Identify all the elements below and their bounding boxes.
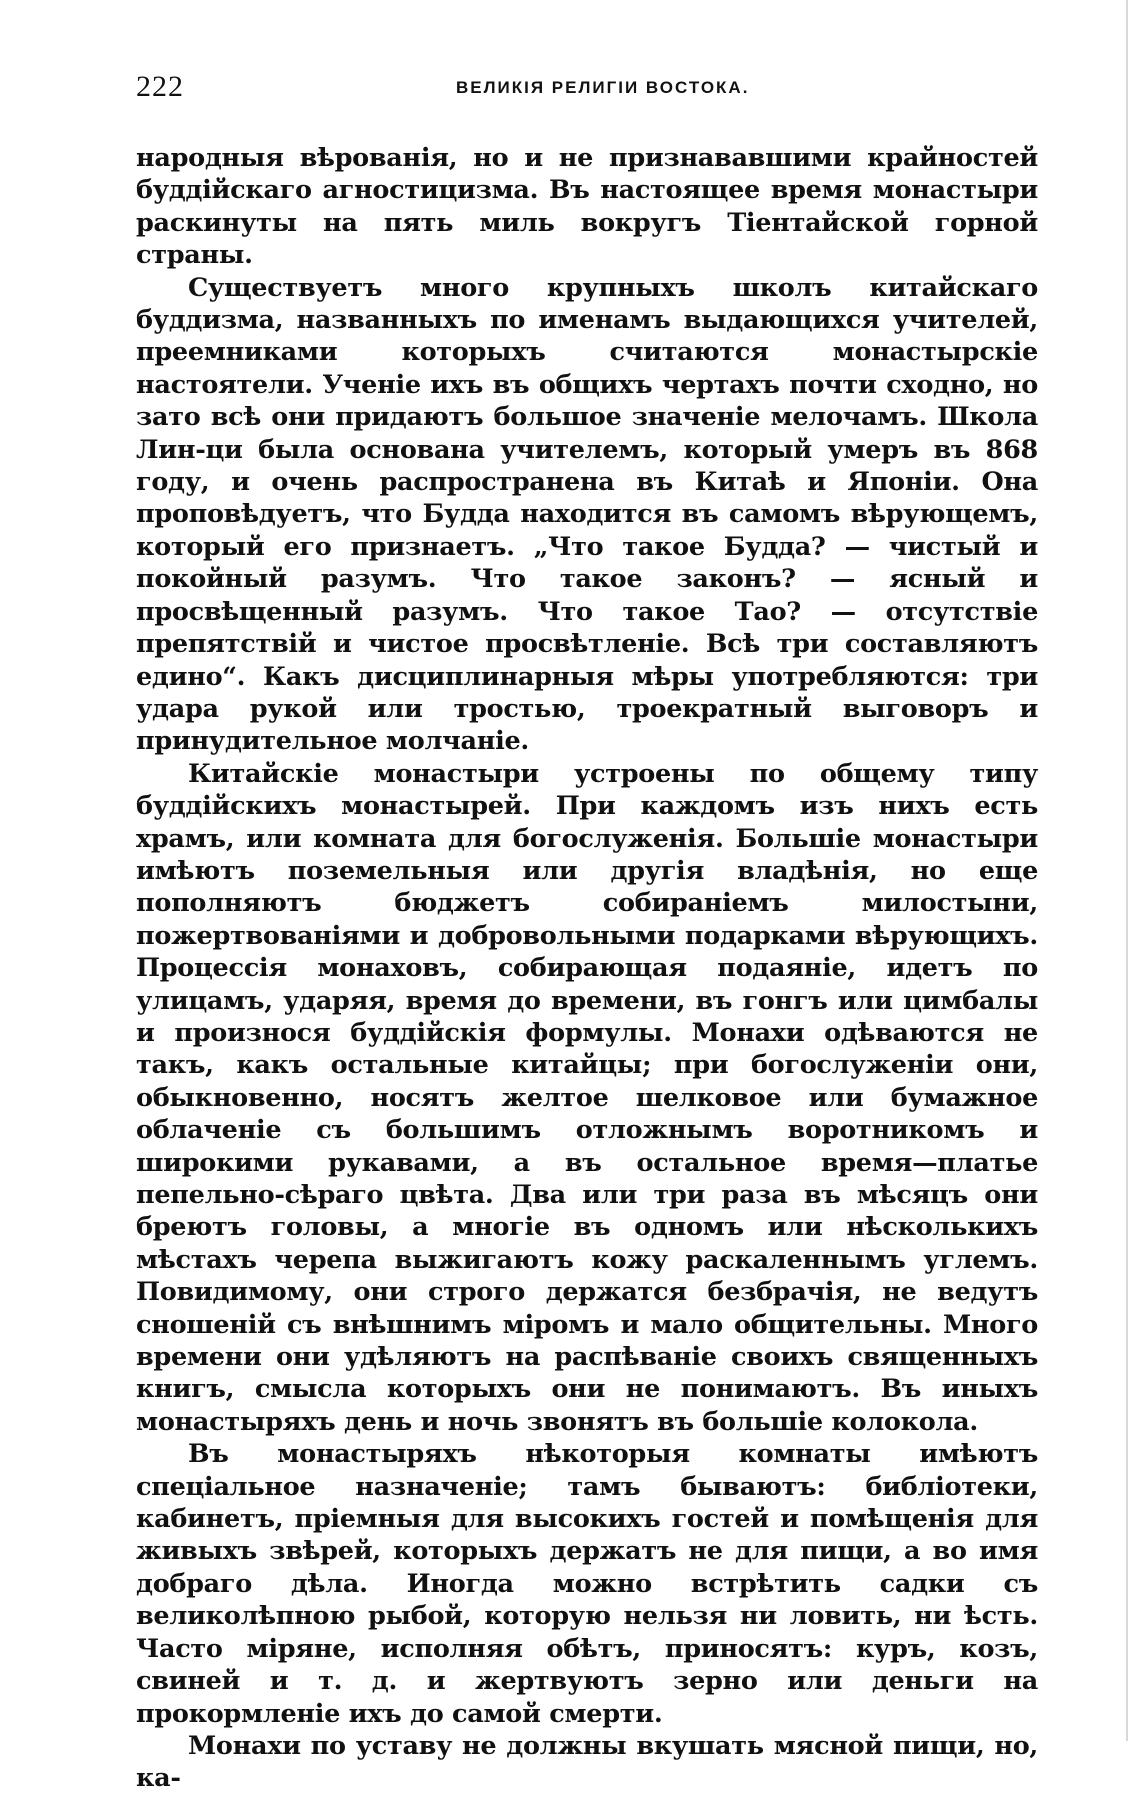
body-text xyxy=(136,142,1038,1795)
page-edge-line xyxy=(1126,0,1128,1741)
paragraph-5: Монахи по уставу не должны вкушать мясной пищи, но, ка- xyxy=(136,1730,1038,1794)
paragraph-3: Китайскіе монастыри устроены по общему типу буддійскихъ монастырей. При каждомъ изъ нихъ есть храмъ, или комната для богослуженія. Большіе монастыри имѣютъ поземельныя или другія владѣнія, но еще пополняютъ бюджетъ собираніемъ милостыни, пожертвованіями и добровольными подарками вѣрующихъ. Процессія монаховъ, собирающая подаяніе, идетъ по улицамъ, ударяя, время до времени, въ гонгъ или цимбалы и произнося буддійскія формулы. Монахи одѣваются не такъ, какъ остальные китайцы; при богослуженіи они, обыкновенно, носятъ желтое шелковое или бумажное облаченіе съ большимъ отложнымъ воротникомъ и широкими рукавами, а въ остальное время—платье пепельно-сѣраго цвѣта. Два или три раза въ мѣсяцъ они бреютъ головы, а многіе въ одномъ или нѣсколькихъ мѣстахъ черепа выжигаютъ кожу раскаленнымъ углемъ. Повидимому, они строго держатся безбрачія, не ведутъ сношеній съ внѣшнимъ міромъ и мало общительны. Много времени они удѣляютъ на распѣваніе своихъ священныхъ книгъ, смысла которыхъ они не понимаютъ. Въ иныхъ монастыряхъ день и ночь звонятъ въ большіе колокола. xyxy=(136,758,1038,1437)
paragraph-1: народныя вѣрованія, но и не признававшими крайностей буддійскаго агностицизма. Въ настоящее время монастыри раскинуты на пять миль вокругъ Тіентайской горной страны. xyxy=(136,143,1038,271)
paragraph-2: Существуетъ много крупныхъ школъ китайскаго буддизма, названныхъ по именамъ выдающихся учителей, преемниками которыхъ считаются монастырскіе настоятели. Ученіе ихъ въ общихъ чертахъ почти сходно, но зато всѣ они придаютъ большое значеніе мелочамъ. Школа Лин-ци была основана учителемъ, который умеръ въ 868 году, и очень распространена въ Китаѣ и Японіи. Она проповѣдуетъ, что Будда находится въ самомъ вѣрующемъ, который его признаетъ. „Что такое Будда? — чистый и покойный разумъ. Что такое законъ? — ясный и просвѣщенный разумъ. Что такое Тао? — отсутствіе препятствій и чистое просвѣтленіе. Всѣ три составляютъ едино“. Какъ дисциплинарныя мѣры употребляются: три удара рукой или тростью, троекратный выговоръ и принудительное молчаніе. xyxy=(136,272,1038,757)
running-title: ВЕЛИКІЯ РЕЛИГІИ ВОСТОКА. xyxy=(456,78,750,97)
paragraph-4: Въ монастыряхъ нѣкоторыя комнаты имѣютъ спеціальное назначеніе; тамъ бываютъ: библіотеки, кабинетъ, пріемныя для высокихъ гостей и помѣщенія для живыхъ звѣрей, которыхъ держатъ не для пищи, а во имя добраго дѣла. Иногда можно встрѣтить садки съ великолѣпною рыбой, которую нельзя ни ловить, ни ѣсть. Часто міряне, исполняя обѣтъ, приносятъ: куръ, козъ, свиней и т. д. и жертвуютъ зерно или деньги на прокормленіе ихъ до самой смерти. xyxy=(136,1439,1038,1729)
page-number: 222 xyxy=(136,70,184,103)
running-head xyxy=(136,70,1038,110)
